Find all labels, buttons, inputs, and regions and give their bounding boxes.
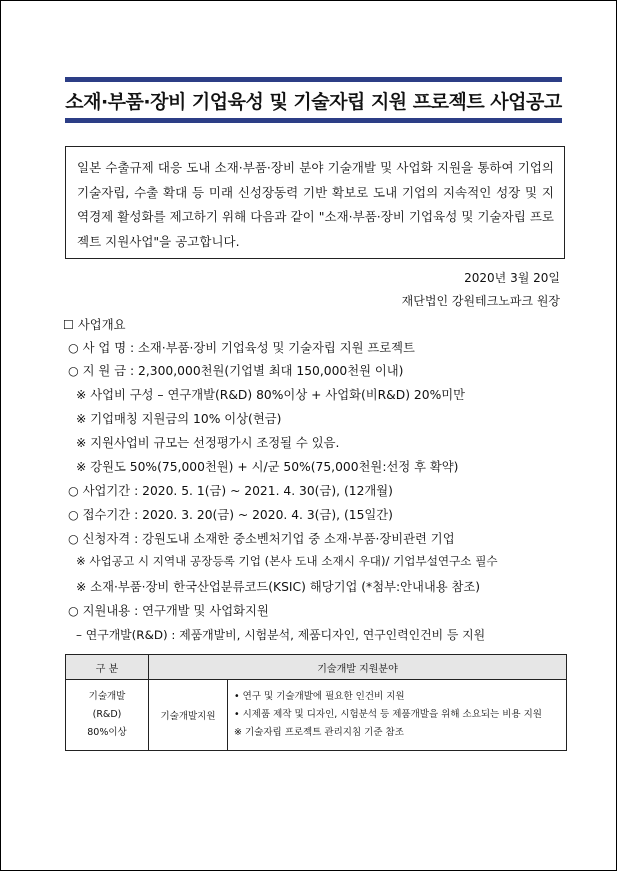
category-line: 기술개발	[88, 691, 126, 702]
table-header-category: 구 분	[66, 655, 149, 680]
table-list-item: • 연구 및 기술개발에 필요한 인건비 지원	[234, 691, 405, 702]
list-item: ○ 접수기간 : 2020. 3. 20(금) ~ 2020. 4. 3(금), (15일간)	[68, 508, 393, 522]
table-header-field: 기술개발 지원분야	[149, 655, 567, 680]
note-item: ※ 기업매칭 지원금의 10% 이상(현금)	[76, 412, 282, 426]
issuing-organization: 재단법인 강원테크노파크 원장	[401, 294, 560, 308]
list-item: ○ 지 원 금 : 2,300,000천원(기업별 최대 150,000천원 이내)	[68, 364, 404, 378]
category-line: 80%이상	[87, 727, 127, 738]
intro-box: 일본 수출규제 대응 도내 소재·부품·장비 분야 기술개발 및 사업화 지원을 통하여 기업의 기술자립, 수출 확대 등 미래 신성장동력 기반 확보로 도내 기업의 지속적인 성장 및 지역경제 활성화를 제고하기 위해 다음과 같이 "소재·부품·장비 기업육성 및 기술자립 프로젝트 지원사업"을 공고합니다.	[65, 146, 565, 259]
table-cell-items	[228, 680, 567, 751]
support-table	[65, 654, 567, 751]
section-heading: ☐ 사업개요	[63, 318, 126, 332]
table-row	[66, 680, 567, 751]
list-item: ○ 신청자격 : 강원도내 소재한 중소벤처기업 중 소재·부품·장비관련 기업	[68, 532, 455, 546]
dash-item: – 연구개발(R&D) : 제품개발비, 시험분석, 제품디자인, 연구인력인건비 등 지원	[76, 628, 486, 642]
table-list-item: • 시제품 제작 및 디자인, 시험분석 등 제품개발을 위해 소요되는 비용 지원	[234, 709, 542, 720]
announcement-date: 2020년 3월 20일	[464, 271, 560, 285]
note-item: ※ 사업비 구성 – 연구개발(R&D) 80%이상 + 사업화(비R&D) 20%미만	[76, 388, 466, 402]
note-item: ※ 사업공고 시 지역내 공장등록 기업 (본사 도내 소재시 우대)/ 기업부설연구소 필수	[76, 554, 498, 568]
page-title: 소재·부품·장비 기업육성 및 기술자립 지원 프로젝트 사업공고	[65, 90, 562, 113]
list-item: ○ 사업기간 : 2020. 5. 1(금) ~ 2021. 4. 30(금), (12개월)	[68, 484, 393, 498]
note-item: ※ 지원사업비 규모는 선정평가시 조정될 수 있음.	[76, 436, 340, 450]
table-cell-category	[66, 680, 149, 751]
table-note: ※ 기술자립 프로젝트 관리지침 기준 참조	[234, 727, 404, 738]
list-item: ○ 사 업 명 : 소재·부품·장비 기업육성 및 기술자립 지원 프로젝트	[68, 341, 415, 355]
table-cell-type: 기술개발지원	[149, 680, 228, 751]
title-banner	[65, 77, 562, 123]
note-item: ※ 소재·부품·장비 한국산업분류코드(KSIC) 해당기업 (*첨부:안내내용 참조)	[76, 580, 481, 594]
table-header-row	[66, 655, 567, 680]
category-line: (R&D)	[92, 709, 122, 720]
note-item: ※ 강원도 50%(75,000천원) + 시/군 50%(75,000천원:선정 후 확약)	[76, 460, 459, 474]
list-item: ○ 지원내용 : 연구개발 및 사업화지원	[68, 604, 269, 618]
